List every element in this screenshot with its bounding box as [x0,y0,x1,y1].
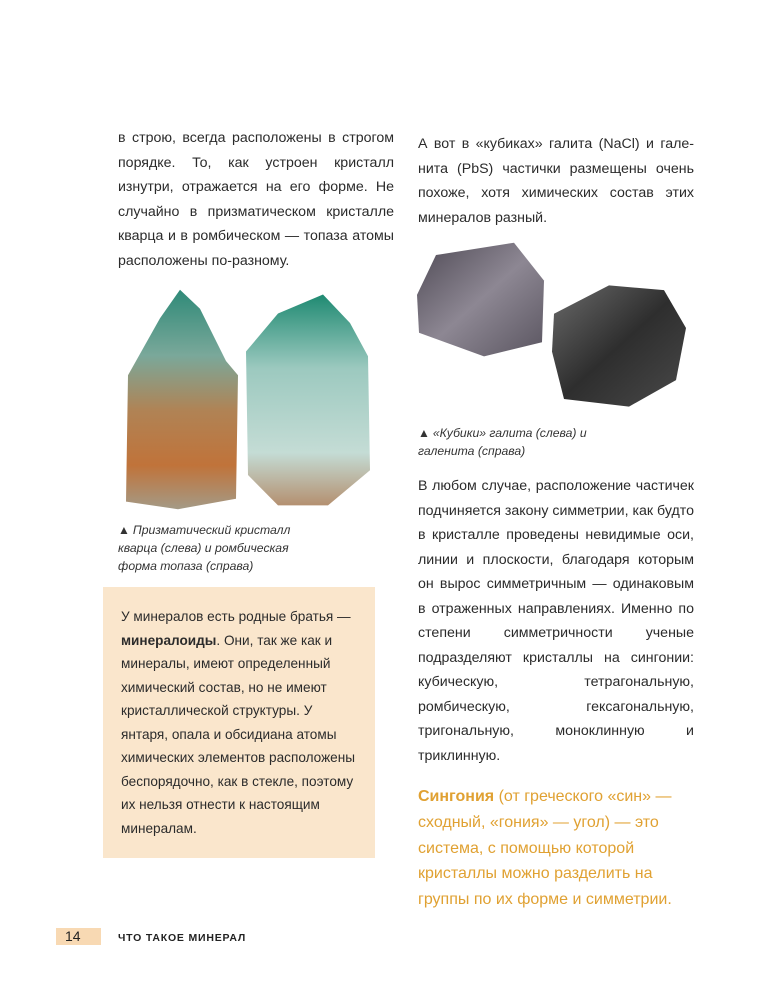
mineraloids-sidebar [103,587,375,858]
right-body-text-2: В любом случае, расположение частичек подчиняется закону симметрии, как будто в кристалле проведены невидимые оси, линии и плоскости, благодаря которым он вырос симметричным — одинаковым в отраженных направлениях. Именно по степени симметричности ученые подразделяют кристаллы на сингонии: кубическую, тетрагональную, ромбическую, гексагональную, тригональную, моноклинную и триклинную. [418,478,694,764]
halite-cube [417,243,544,357]
right-caption-text: «Кубики» галита (слева) и галенита (справа) [418,426,587,458]
halite-galena-photo [414,238,699,418]
topaz-crystal [246,295,370,506]
triangle-marker-icon: ▲ [118,523,130,537]
quartz-topaz-photo [118,285,388,513]
left-caption [118,521,318,575]
page-number: 14 [56,928,101,945]
left-caption-text: Призматический кристалл кварца (слева) и ромбическая форма топаза (справа) [118,523,291,573]
mineraloids-term: минералоиды [121,632,217,648]
syngony-text: (от греческого «син» — сходный, «гония» — угол) — это система, с помощью которой кристаллы можно разделить на группы по их форме и симметрии. [418,788,672,909]
left-body-text: в строю, всегда расположены в строгом порядке. То, как устроен кристалл изнутри, отражается на его форме. Не случайно в призматическом кристалле кварца и в ромбическом — топаза атомы расположены по-разному. [118,130,394,269]
galena-cube [552,285,686,406]
right-caption [418,424,638,460]
triangle-marker-icon: ▲ [418,426,430,440]
right-column [418,132,694,913]
syngony-term: Сингония [418,788,495,805]
left-column [118,126,394,858]
quartz-crystal [126,290,238,509]
right-body-text-1: А вот в «кубиках» галита (NaCl) и галенита (PbS) частички размещены очень похоже, хотя химических состав этих минералов разный. [418,136,694,226]
mineraloids-text: У минералов есть родные братья — минералоиды. Они, так же как и минералы, имеют определенный химический состав, но не имеют кристаллической структуры. У янтаря, опала и обсидиана атомы химических элементов расположены беспорядочно, как в стекле, поэтому их нельзя отнести к настоящим минералам. [121,609,356,836]
syngony-definition [418,784,694,913]
section-title: ЧТО ТАКОЕ МИНЕРАЛ [118,932,247,944]
